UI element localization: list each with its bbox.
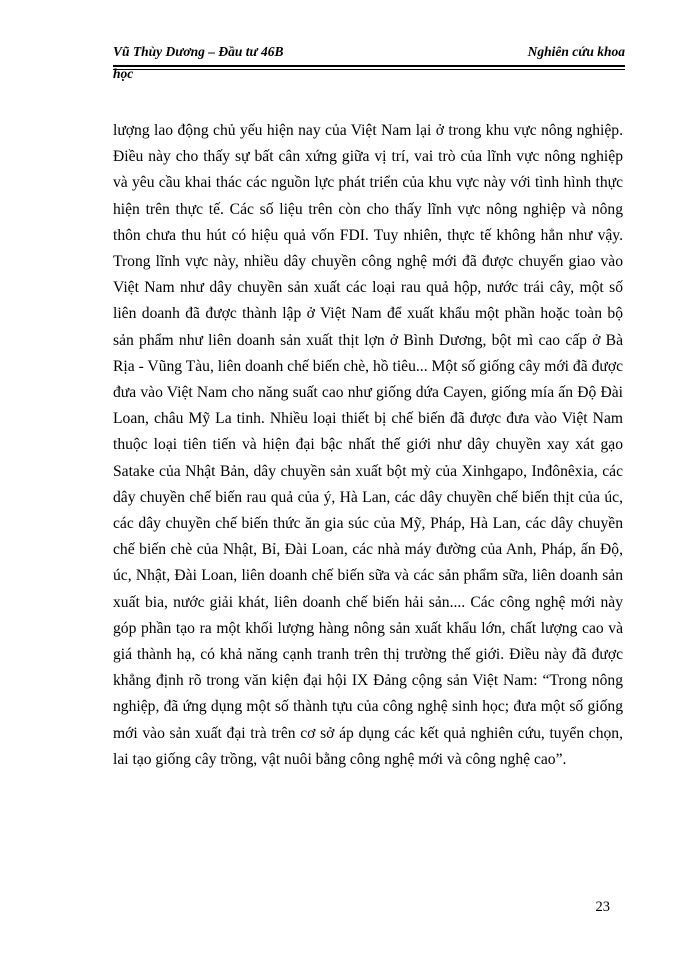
- page-number: 23: [595, 899, 610, 915]
- header-title-wrap: học: [113, 66, 134, 81]
- header-rule-thick: [113, 65, 625, 67]
- body-paragraph: lượng lao động chủ yếu hiện nay của Việt Nam lại ở trong khu vực nông nghiệp. Điều này cho thấy sự bất cân xứng giữa vị trí, vai trò của lĩnh vực nông nghiệp và yêu cầu khai thác các nguồn lực phát triển của khu vực này với tình hình thực hiện trên thực tế. Các số liệu trên còn cho thấy lĩnh vực nông nghiệp và nông thôn chưa thu hút có hiệu quả vốn FDI. Tuy nhiên, thực tế không hẳn như vậy. Trong lĩnh vực này, nhiều dây chuyền công nghệ mới đã được chuyển giao vào Việt Nam như dây chuyền sản xuất các loại rau quả hộp, nước trái cây, một số liên doanh đã được thành lập ở Việt Nam để xuất khẩu một phần hoặc toàn bộ sản phẩm như liên doanh sản xuất thịt lợn ở Bình Dương, bột mì cao cấp ở Bà Rịa - Vũng Tàu, liên doanh chế biến chè, hồ tiêu... Một số giống cây mới đã được đưa vào Việt Nam cho năng suất cao như giống dứa Cayen, giống mía ấn Độ Đài Loan, châu Mỹ La tinh. Nhiều loại thiết bị chế biến đã được đưa vào Việt Nam thuộc loại tiên tiến và hiện đại bậc nhất thế giới như dây chuyền xay xát gạo Satake của Nhật Bản, dây chuyền sản xuất bột mỳ của Xinhgapo, Inđônêxia, các dây chuyền chế biến rau quả của ý, Hà Lan, các dây chuyền chế biến thịt của úc, các dây chuyền chế biến thức ăn gia súc của Mỹ, Pháp, Hà Lan, các dây chuyền chế biến chè của Nhật, Bỉ, Đài Loan, các nhà máy đường của Anh, Pháp, ấn Độ, úc, Nhật, Đài Loan, liên doanh chế biến sữa và các sản phẩm sữa, liên doanh sản xuất bia, nước giải khát, liên doanh chế biến hải sản.... Các công nghệ mới này góp phần tạo ra một khối lượng hàng nông sản xuất khẩu lớn, chất lượng cao và giá thành hạ, có khả năng cạnh tranh trên thị trường thế giới. Điều này đã được khẳng định rõ trong văn kiện đại hội IX Đảng cộng sản Việt Nam: “Trong nông nghiệp, đã ứng dụng một số thành tựu của công nghệ sinh học; đưa một số giống mới vào sản xuất đại trà trên cơ sở áp dụng các kết quả nghiên cứu, tuyển chọn, lai tạo giống cây trồng, vật nuôi bằng công nghệ mới và công nghệ cao”.: [113, 122, 623, 768]
- page-header: [113, 44, 625, 82]
- header-rule-thin: [113, 69, 625, 70]
- header-title: Nghiên cứu khoa: [527, 44, 625, 59]
- header-author: Vũ Thùy Dương – Đầu tư 46B: [113, 44, 284, 59]
